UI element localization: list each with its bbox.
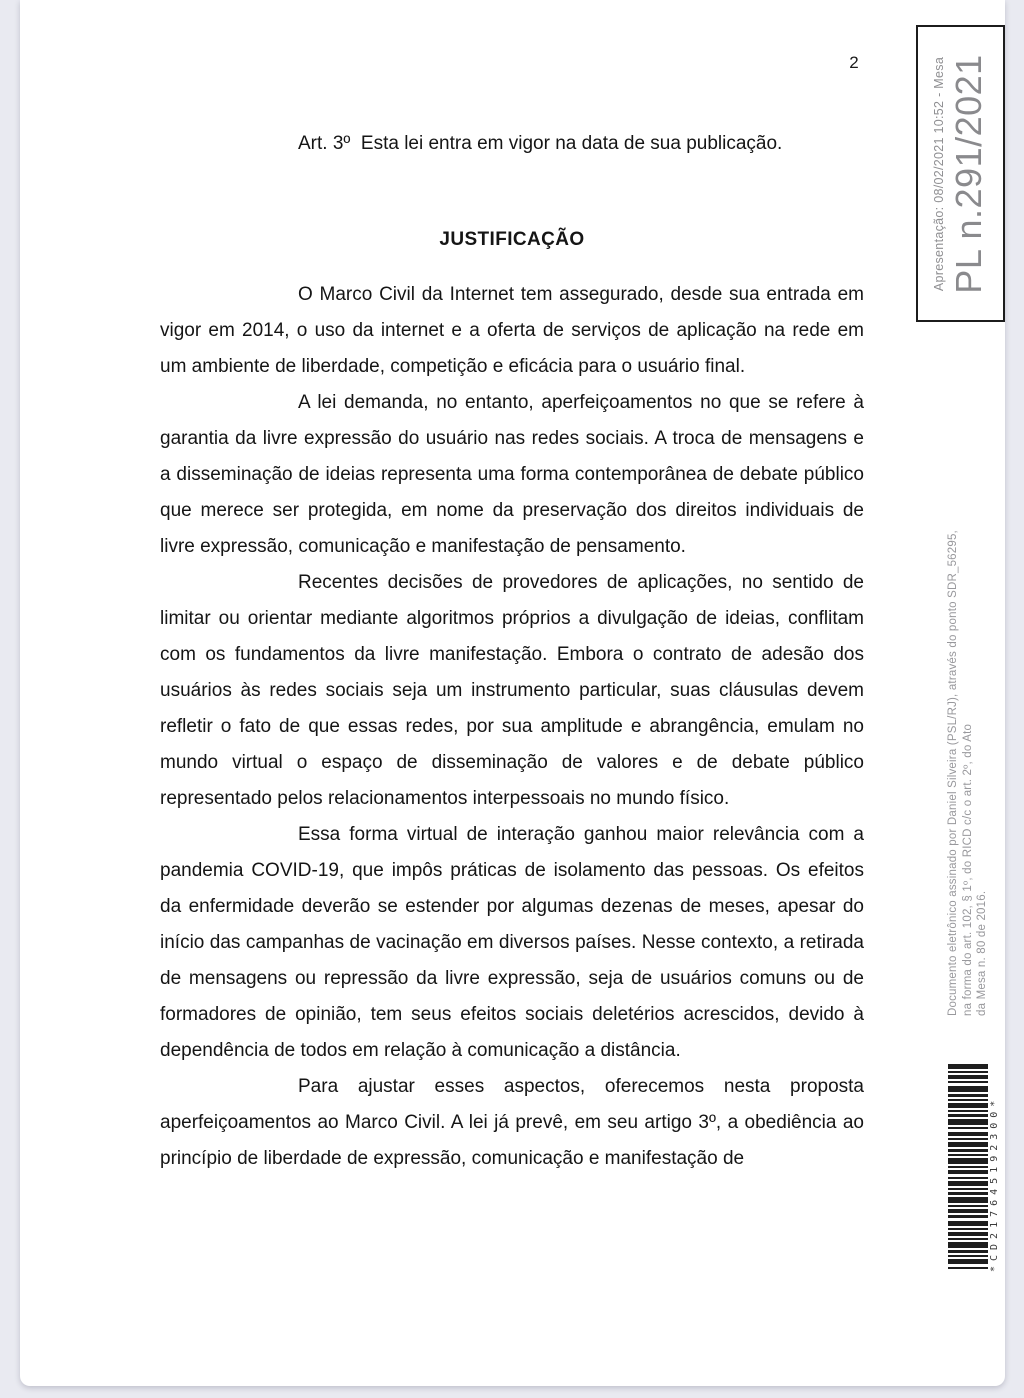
document-body [160, 126, 864, 1177]
barcode-bar [948, 1205, 988, 1207]
signature-note-line: da Mesa n. 80 de 2016. [976, 890, 988, 1016]
presentation-timestamp: Apresentação: 08/02/2021 10:52 - Mesa [931, 56, 946, 291]
barcode-bar [948, 1255, 988, 1257]
barcode-bar [948, 1267, 988, 1269]
paragraph: A lei demanda, no entanto, aperfeiçoamentos no que se refere à garantia da livre expressão do usuário nas redes sociais. A troca de mensagens e a disseminação de ideias representa uma forma contemporânea de debate público que merece ser protegida, em nome da preservação dos direitos individuais de livre expressão, comunicação e manifestação de pensamento. [160, 392, 864, 557]
barcode-bar [948, 1221, 988, 1226]
barcode-bar [948, 1177, 988, 1179]
barcode-bar [948, 1181, 988, 1186]
barcode-bar [948, 1209, 988, 1213]
barcode-bar [948, 1142, 988, 1147]
barcode-bar [948, 1242, 988, 1248]
barcode-bar [948, 1154, 988, 1156]
barcode-bar [948, 1094, 988, 1097]
paragraph: Essa forma virtual de interação ganhou maior relevância com a pandemia COVID-19, que impôs práticas de isolamento das pessoas. Os efeitos da enfermidade deverão se estender por algumas dezenas de meses, apesar do início das campanhas de vacinação em diversos países. Nesse contexto, a retirada de mensagens ou repressão da livre expressão, seja de usuários comuns ou de formadores de opinião, tem seus efeitos sociais deletérios acrescidos, devido à dependência de todos em relação à comunicação a distância. [160, 824, 864, 1061]
article-line: Art. 3º Esta lei entra em vigor na data de sua publicação. [298, 133, 783, 154]
barcode-bar [948, 1086, 988, 1092]
signature-note [946, 460, 990, 1016]
barcode-bar [948, 1138, 988, 1140]
barcode-bar [948, 1170, 988, 1174]
bill-number-box-inner [920, 29, 1002, 319]
barcode-bar [948, 1188, 988, 1190]
barcode-bar [948, 1215, 988, 1218]
barcode-bar [948, 1127, 988, 1129]
barcode-bar [948, 1238, 988, 1240]
barcode-bar [948, 1119, 988, 1125]
barcode-bar [948, 1064, 988, 1069]
barcode-bar [948, 1250, 988, 1253]
barcode-bar [948, 1114, 988, 1117]
paragraph: Recentes decisões de provedores de aplicações, no sentido de limitar ou orientar mediante algoritmos próprios a divulgação de ideias, conflitam com os fundamentos da livre manifestação. Embora o contrato de adesão dos usuários às redes sociais seja um instrumento particular, suas cláusulas devem refletir o fato de que essas redes, por sua amplitude e abrangência, emulam no mundo virtual o espaço de disseminação de valores e de debate público representado pelos relacionamentos interpessoais no mundo físico. [160, 572, 864, 809]
paragraph: O Marco Civil da Internet tem assegurado, desde sua entrada em vigor em 2014, o uso da internet e a oferta de serviços de aplicação na rede em um ambiente de liberdade, competição e eficácia para o usuário final. [160, 284, 864, 377]
barcode-text: *CD217645192300* [989, 1095, 1000, 1272]
barcode-bar [948, 1110, 988, 1112]
signature-note-line: na forma do art. 102, § 1º, do RICD c/c o art. 2º, do Ato [961, 723, 974, 1016]
paragraph: Para ajustar esses aspectos, oferecemos nesta proposta aperfeiçoamentos ao Marco Civil. A lei já prevê, em seu artigo 3º, a obediência ao princípio de liberdade de expressão, comunicação e manifestação de [160, 1076, 864, 1169]
barcode-bar [948, 1158, 988, 1164]
bill-number-label: PL n.291/2021 [947, 53, 989, 294]
barcode-bar [948, 1259, 988, 1264]
barcode-bar [948, 1081, 988, 1083]
barcode-bar [948, 1075, 988, 1079]
bill-number-box [916, 25, 1005, 322]
barcode [948, 1064, 988, 1269]
justification-paragraphs [160, 277, 864, 1177]
section-heading: JUSTIFICAÇÃO [439, 229, 585, 250]
barcode-bar [948, 1232, 988, 1236]
page-number: 2 [849, 53, 859, 72]
barcode-bar [948, 1099, 988, 1101]
barcode-bar [948, 1149, 988, 1152]
barcode-bar [948, 1103, 988, 1108]
barcode-bar [948, 1228, 988, 1230]
barcode-bar [948, 1192, 988, 1195]
barcode-bar [948, 1197, 988, 1203]
document-page [20, 0, 1005, 1386]
signature-note-line: Documento eletrônico assinado por Daniel Silveira (PSL/RJ), através do ponto SDR_56295, [947, 530, 959, 1016]
barcode-bar [948, 1166, 988, 1168]
barcode-bar [948, 1071, 988, 1073]
barcode-bar [948, 1132, 988, 1136]
